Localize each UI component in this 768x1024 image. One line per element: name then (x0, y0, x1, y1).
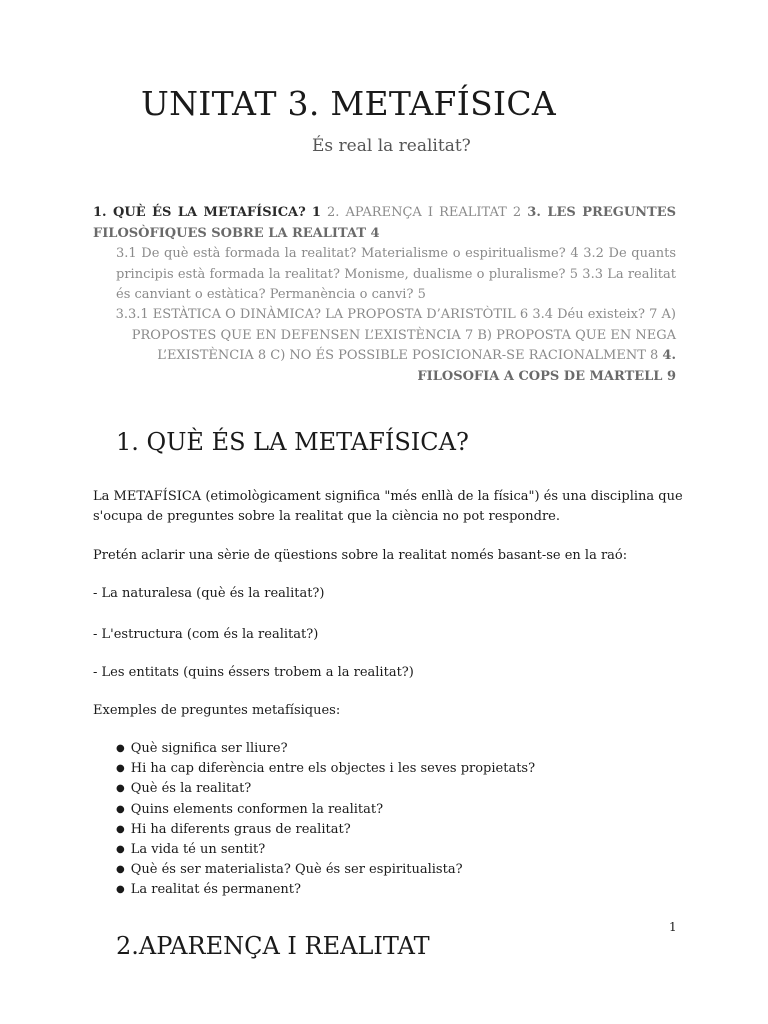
toc-entry-c[interactable]: C) NO ÉS POSSIBLE POSICIONAR-SE RACIONALMENT 8 (270, 348, 659, 363)
example-question: ● Què és la realitat? (116, 779, 535, 799)
purpose-paragraph: Pretén aclarir una sèrie de qüestions sobre la realitat només basant-se en la raó: (93, 548, 628, 563)
example-question: ● La realitat és permanent? (116, 880, 535, 900)
example-question: ● Què significa ser lliure? (116, 739, 535, 759)
list-item: - Les entitats (quins éssers trobem a la realitat?) (93, 665, 414, 680)
section-1-heading: 1. QUÈ ÉS LA METAFÍSICA? (116, 428, 469, 456)
definition-paragraph: La METAFÍSICA (etimològicament significa "més enllà de la física") és una disciplina que s'ocupa de preguntes sobre la realitat que la ciència no pot respondre. (93, 489, 683, 524)
toc-entry-3-3[interactable]: 3.3 La realitat és canviant o estàtica? Permanència o canvi? 5 (116, 266, 677, 302)
toc-entry-3-3-1[interactable]: 3.3.1 ESTÀTICA O DINÀMICA? LA PROPOSTA D’ARISTÒTIL 6 (115, 307, 529, 322)
toc-block-subsub (93, 305, 676, 387)
list-item: - La naturalesa (què és la realitat?) (93, 586, 325, 601)
page-number: 1 (669, 920, 677, 934)
toc-entry-4[interactable]: 4. FILOSOFIA A COPS DE MARTELL 9 (417, 348, 676, 384)
toc-entry-3-2[interactable]: 3.2 De quants principis està formada la realitat? Monisme, dualisme o pluralisme? 5 (116, 246, 676, 282)
toc-block-main (93, 203, 676, 244)
toc-entry-3-1[interactable]: 3.1 De què està formada la realitat? Materialisme o espiritualisme? 4 (116, 246, 579, 261)
toc-entry-2[interactable]: 2. APARENÇA I REALITAT 2 (326, 205, 522, 220)
toc-entry-a[interactable]: A) PROPOSTES QUE EN DEFENSEN L’EXISTÈNCIA 7 (131, 307, 676, 343)
example-question: ● Hi ha diferents graus de realitat? (116, 820, 535, 840)
toc-entry-3-4[interactable]: 3.4 Déu existeix? 7 (532, 307, 658, 322)
document-subtitle: És real la realitat? (312, 136, 471, 156)
toc-entry-b[interactable]: B) PROPOSTA QUE EN NEGA L’EXISTÈNCIA 8 (157, 327, 676, 363)
list-item: - L'estructura (com és la realitat?) (93, 627, 319, 642)
example-question: ● Què és ser materialista? Què és ser espiritualista? (116, 860, 535, 880)
toc-block-sub (116, 244, 676, 306)
example-question: ● Hi ha cap diferència entre els objectes i les seves propietats? (116, 759, 535, 779)
example-question: ● La vida té un sentit? (116, 840, 535, 860)
examples-intro: Exemples de preguntes metafísiques: (93, 703, 341, 718)
toc-entry-1[interactable]: 1. QUÈ ÉS LA METAFÍSICA? (93, 205, 306, 220)
example-question: ● Quins elements conformen la realitat? (116, 800, 535, 820)
toc-entry-1-page: 1 (311, 205, 321, 220)
section-2-heading: 2.APARENÇA I REALITAT (116, 932, 430, 960)
document-title: UNITAT 3. METAFÍSICA (141, 84, 557, 123)
toc-entry-3[interactable]: 3. LES PREGUNTES FILOSÒFIQUES SOBRE LA REALITAT 4 (93, 205, 677, 241)
examples-list (116, 739, 535, 901)
